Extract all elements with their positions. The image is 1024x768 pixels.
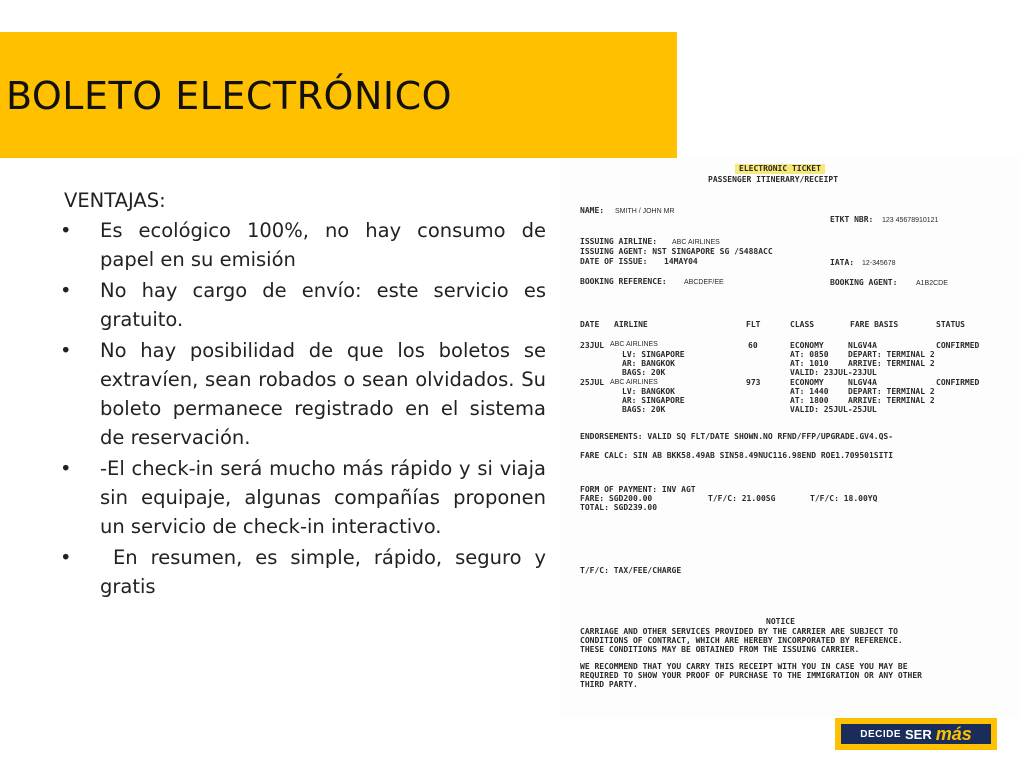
seg2-lv: LV: BANGKOK [622,387,675,396]
seg2-at1: AT: 1440 [790,387,829,396]
advantages-heading: VENTAJAS: [64,189,166,212]
seg2-bags: BAGS: 20K [622,405,666,414]
seg1-at1: AT: 0850 [790,350,829,359]
col-date: DATE [580,320,600,329]
seg1-arrive: ARRIVE: TERMINAL 2 [848,359,935,368]
col-flt: FLT [746,320,761,329]
seg1-ar: AR: BANGKOK [622,359,675,368]
brand-logo-inner [841,724,991,744]
fare-calc: FARE CALC: SIN AB BKK58.49AB SIN58.49NUC116.98END ROE1.709501SITI [580,451,894,460]
booking-ref-value: ABCDEF/EE [684,279,724,286]
bullet-marker: • [60,219,72,242]
endorsements: ENDORSEMENTS: VALID SQ FLT/DATE SHOWN.NO RFND/FFP/UPGRADE.GV4.QS- [580,432,894,441]
notice-line: CARRIAGE AND OTHER SERVICES PROVIDED BY THE CARRIER ARE SUBJECT TO [580,627,898,636]
logo-word-ser: SER [905,726,932,742]
notice-line: CONDITIONS OF CONTRACT, WHICH ARE HEREBY INCORPORATED BY REFERENCE. [580,636,903,645]
notice-line: REQUIRED TO SHOW YOUR PROOF OF PURCHASE TO THE IMMIGRATION OR ANY OTHER [580,671,922,680]
list-item: • -El check-in será mucho más rápido y si viaja sin equipaje, algunas compañías proponen un servicio de check-in interactivo. [64,454,546,541]
col-class: CLASS [790,320,815,329]
seg2-date: 25JUL [580,378,605,387]
payment: FORM OF PAYMENT: INV AGT [580,485,696,494]
seg1-status: CONFIRMED [936,341,980,350]
list-item: • Es ecológico 100%, no hay consumo de papel en su emisión [64,216,546,274]
tfc-1: T/F/C: 21.00SG [708,494,776,503]
seg1-fare: NLGV4A [848,341,877,350]
notice-title: NOTICE [766,617,795,626]
booking-ref-label: BOOKING REFERENCE: [580,277,667,286]
notice-line: THESE CONDITIONS MAY BE OBTAINED FROM THE ISSUING CARRIER. [580,645,860,654]
seg1-bags: BAGS: 20K [622,368,666,377]
tax-note: T/F/C: TAX/FEE/CHARGE [580,566,682,575]
ticket-image [560,158,1020,718]
seg2-airline: ABC AIRLINES [610,379,658,386]
airline-label: ISSUING AIRLINE: [580,237,658,246]
seg2-flt: 973 [746,378,761,387]
name-value: SMITH / JOHN MR [615,208,675,215]
bullet-marker: • [60,546,72,569]
seg1-valid: VALID: 23JUL-23JUL [790,368,877,377]
col-airline: AIRLINE [614,320,648,329]
seg2-valid: VALID: 25JUL-25JUL [790,405,877,414]
seg1-date: 23JUL [580,341,605,350]
date-value: 14MAY04 [664,257,698,266]
logo-word-decide: DECIDE [860,728,902,740]
ticket-subheader: PASSENGER ITINERARY/RECEIPT [708,175,839,184]
iata-label: IATA: [830,258,855,267]
date-label: DATE OF ISSUE: [580,257,648,266]
seg2-at2: AT: 1800 [790,396,829,405]
advantages-list [60,216,553,601]
seg1-airline: ABC AIRLINES [610,341,658,348]
bullet-marker: • [60,457,72,480]
list-item: • No hay cargo de envío: este servicio es gratuito. [64,276,546,334]
etkt-label: ETKT NBR: [830,215,874,224]
seg1-depart: DEPART: TERMINAL 2 [848,350,935,359]
notice-line: WE RECOMMEND THAT YOU CARRY THIS RECEIPT WITH YOU IN CASE YOU MAY BE [580,662,908,671]
logo-word-mas: más [935,723,972,744]
total: TOTAL: SGD239.00 [580,503,658,512]
booking-agent-value: A1B2CDE [916,280,948,287]
tfc-2: T/F/C: 18.00YQ [810,494,878,503]
seg2-ar: AR: SINGAPORE [622,396,685,405]
seg1-flt: 60 [748,341,758,350]
seg2-status: CONFIRMED [936,378,980,387]
col-status: STATUS [936,320,965,329]
seg2-arrive: ARRIVE: TERMINAL 2 [848,396,935,405]
fare-amount: FARE: SGD200.00 [580,494,653,503]
agent-line: ISSUING AGENT: NST SINGAPORE SG /S488ACC [580,247,773,256]
bullet-marker: • [60,339,72,362]
brand-logo [835,718,997,750]
name-label: NAME: [580,206,605,215]
booking-agent-label: BOOKING AGENT: [830,278,898,287]
col-fare-basis: FARE BASIS [850,320,899,329]
advantages-list-container [60,186,553,603]
airline-value: ABC AIRLINES [672,239,720,246]
slide-title: BOLETO ELECTRÓNICO [6,74,453,118]
seg2-depart: DEPART: TERMINAL 2 [848,387,935,396]
seg2-fare: NLGV4A [848,378,877,387]
seg1-lv: LV: SINGAPORE [622,350,685,359]
ticket-header: ELECTRONIC TICKET [735,164,825,174]
seg1-class: ECONOMY [790,341,824,350]
seg1-at2: AT: 1010 [790,359,829,368]
list-item: • No hay posibilidad de que los boletos se extravíen, sean robados o sean olvidados. Su boleto permanece registrado en el sistema de reservación. [64,336,546,452]
iata-value: 12-345678 [862,260,896,267]
etkt-value: 123 45678910121 [882,217,939,224]
seg2-class: ECONOMY [790,378,824,387]
bullet-marker: • [60,279,72,302]
notice-line: THIRD PARTY. [580,680,638,689]
list-item: • En resumen, es simple, rápido, seguro y gratis [64,543,546,601]
